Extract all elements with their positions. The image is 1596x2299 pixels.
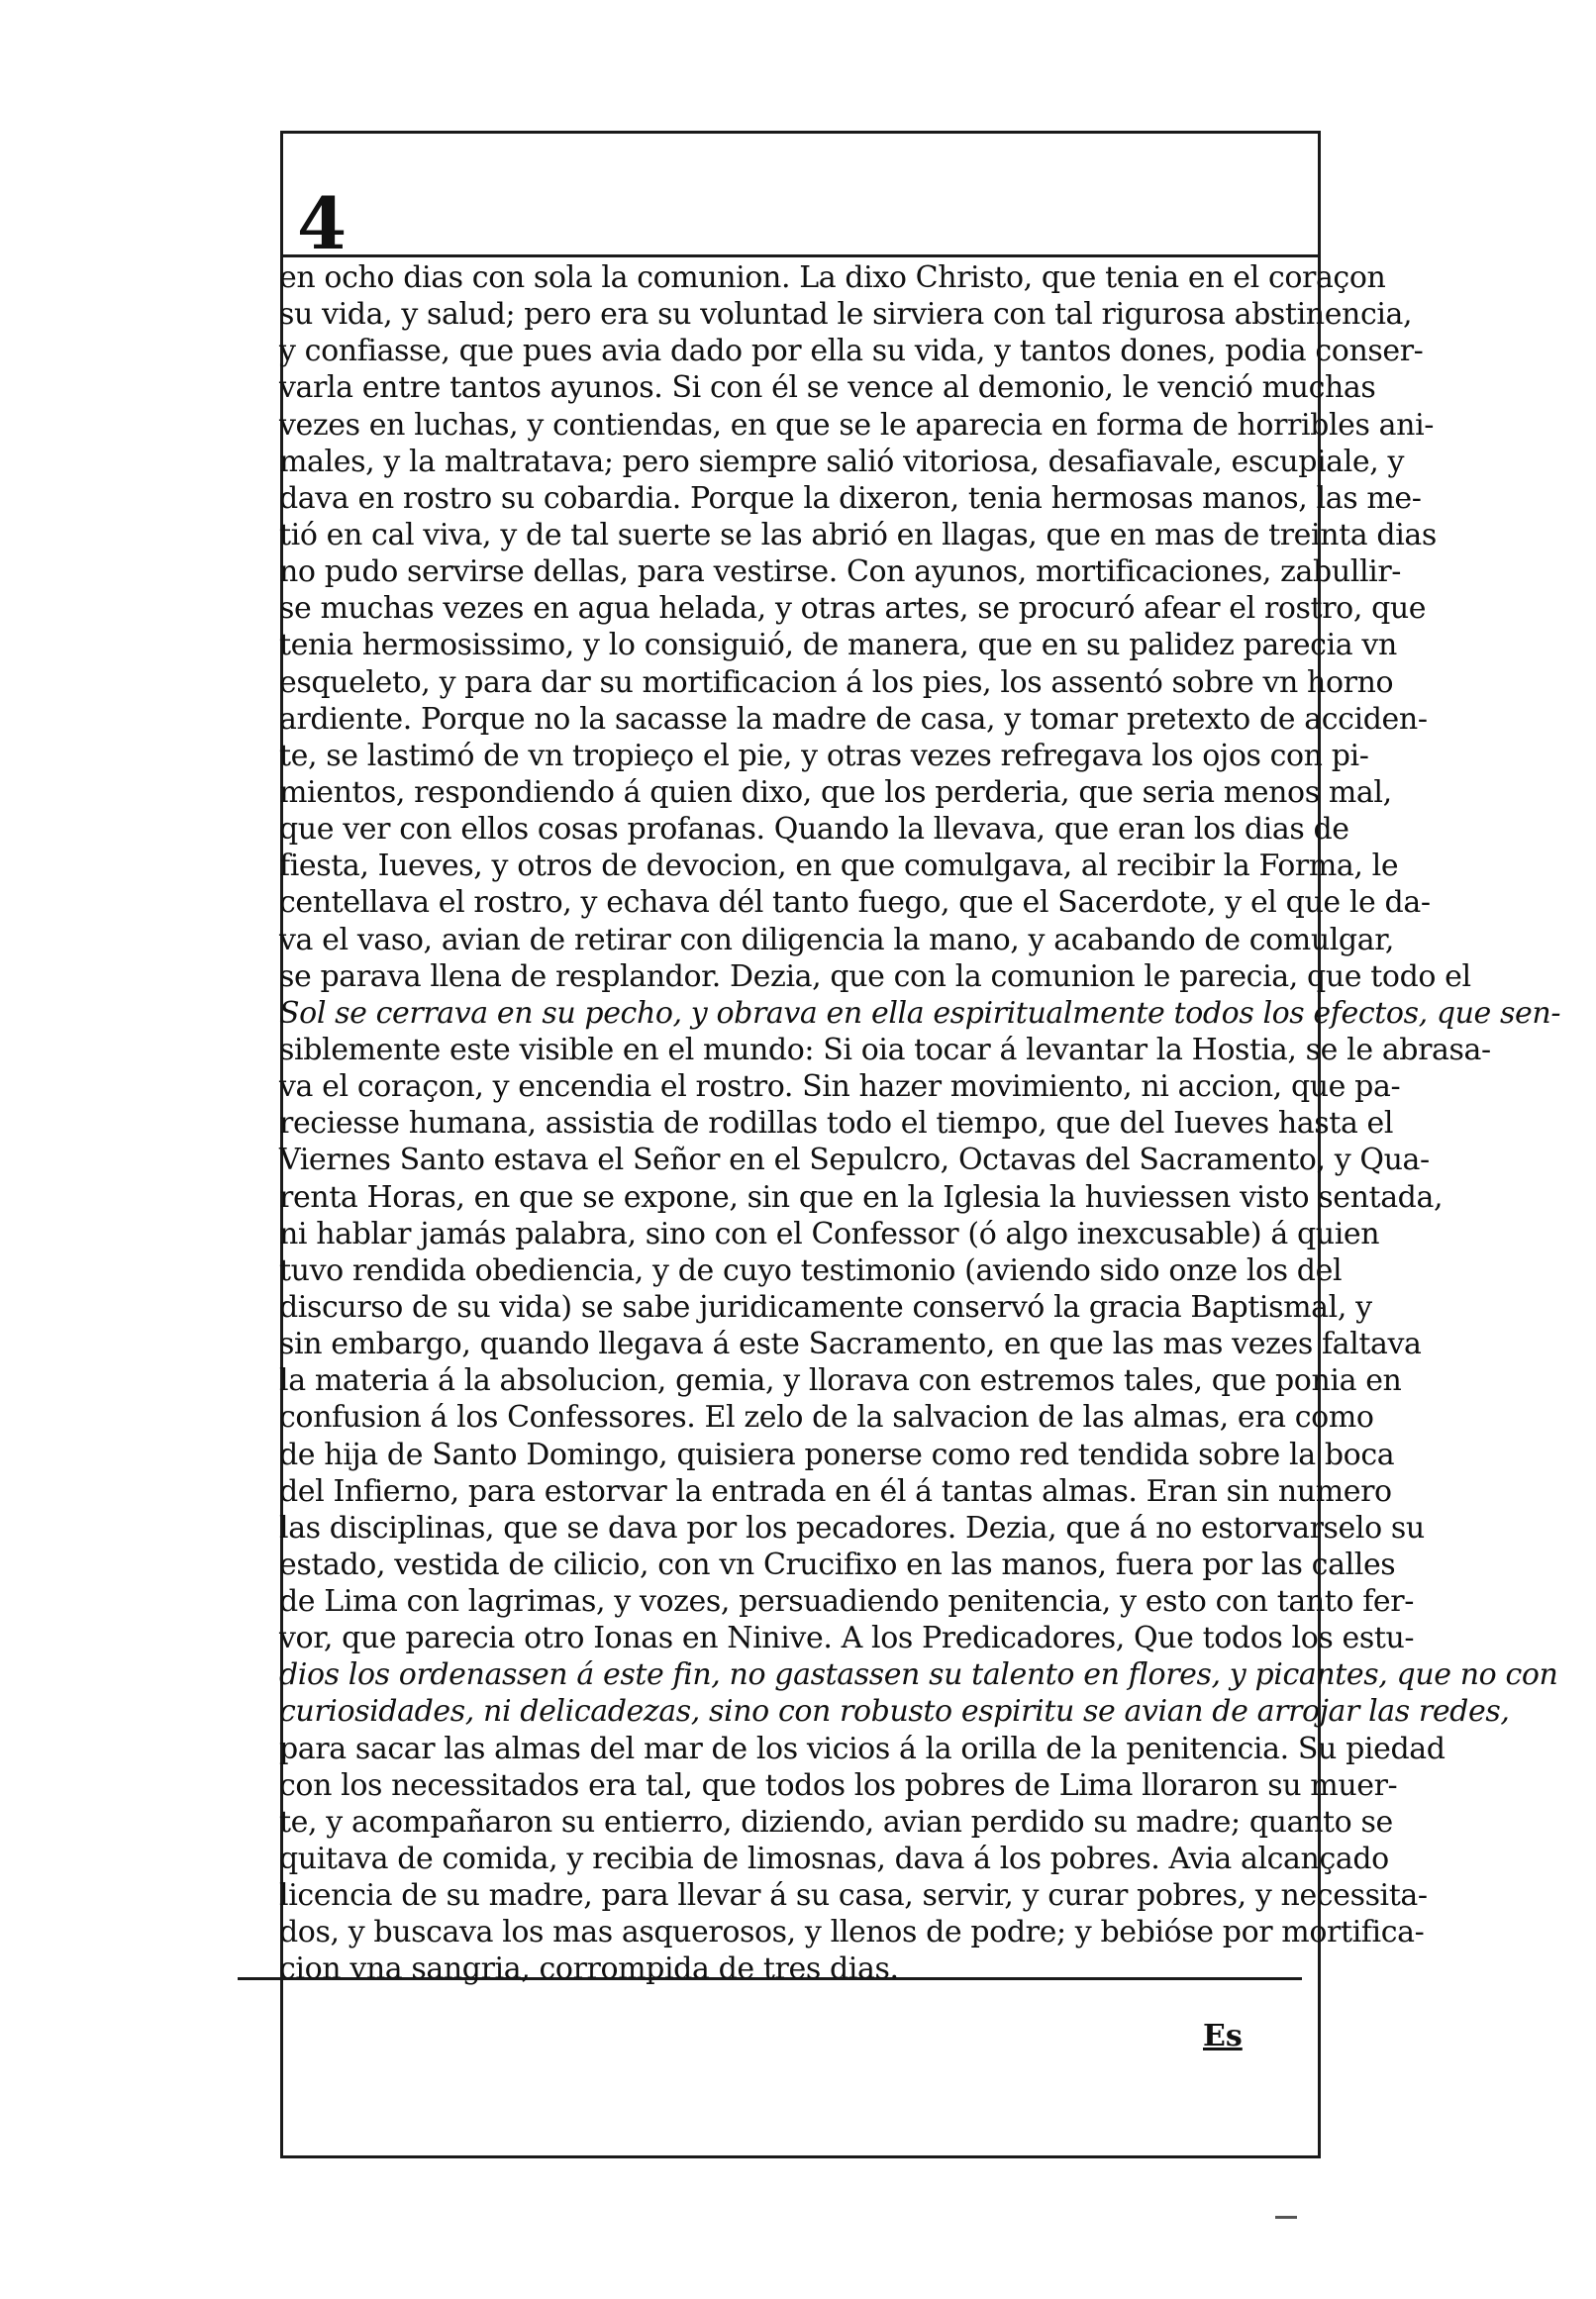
text-line: esqueleto, y para dar su mortificacion á los pies, los assentó sobre vn horno — [279, 664, 1394, 700]
text-line: con los necessitados era tal, que todos los pobres de Lima lloraron su muer- — [279, 1767, 1398, 1803]
corner-mark — [1275, 2216, 1297, 2219]
text-line: fiesta, Iueves, y otros de devocion, en que comulgava, al recibir la Forma, le — [279, 849, 1399, 884]
text-line: su vida, y salud; pero era su voluntad le sirviera con tal rigurosa abstinencia, — [279, 297, 1413, 333]
text-line: te, y acompañaron su entierro, diziendo, avian perdido su madre; quanto se — [279, 1804, 1393, 1840]
text-line: curiosidades, ni delicadezas, sino con robusto espiritu se avian de arrojar las redes, — [279, 1694, 1510, 1730]
text-line: reciesse humana, assistia de rodillas todo el tiempo, que del Iueves hasta el — [279, 1106, 1394, 1142]
text-line: no pudo servirse dellas, para vestirse. Con ayunos, mortificaciones, zabullir- — [279, 554, 1402, 590]
text-line: vor, que parecia otro Ionas en Ninive. A los Predicadores, Que todos los estu- — [279, 1621, 1415, 1656]
top-rule — [280, 131, 1318, 134]
text-line: quitava de comida, y recibia de limosnas, dava á los pobres. Avia alcançado — [279, 1842, 1389, 1877]
text-line: que ver con ellos cosas profanas. Quando la llevava, que eran los dias de — [279, 812, 1349, 848]
catchword: Es — [1203, 2019, 1243, 2053]
text-line: siblemente este visible en el mundo: Si oia tocar á levantar la Hostia, se le abrasa- — [279, 1032, 1491, 1067]
text-line: la materia á la absolucion, gemia, y llorava con estremos tales, que ponia en — [279, 1363, 1402, 1399]
text-line: va el coraçon, y encendia el rostro. Sin hazer movimiento, ni accion, que pa- — [279, 1069, 1401, 1105]
text-line: licencia de su madre, para llevar á su casa, servir, y curar pobres, y necessita- — [279, 1878, 1428, 1914]
text-line: cion vna sangria, corrompida de tres dias. — [279, 1951, 899, 1987]
text-line: Viernes Santo estava el Señor en el Sepulcro, Octavas del Sacramento, y Qua- — [279, 1143, 1430, 1178]
text-line: centellava el rostro, y echava dél tanto fuego, que el Sacerdote, y el que le da- — [279, 885, 1431, 921]
text-line: mientos, respondiendo á quien dixo, que los perderia, que seria menos mal, — [279, 774, 1392, 810]
text-line: dos, y buscava los mas asquerosos, y llenos de podre; y bebióse por mortifica- — [279, 1915, 1425, 1950]
text-line: y confiasse, que pues avia dado por ella su vida, y tantos dones, podia conser- — [279, 334, 1424, 369]
text-line: en ocho dias con sola la comunion. La dixo Christo, que tenia en el coraçon — [279, 260, 1386, 295]
text-line: males, y la maltratava; pero siempre salió vitoriosa, desafiavale, escupiale, y — [279, 444, 1405, 479]
text-line: sin embargo, quando llegava á este Sacramento, en que las mas vezes faltava — [279, 1327, 1422, 1362]
text-line: te, se lastimó de vn tropieço el pie, y otras vezes refregava los ojos con pi- — [279, 738, 1369, 773]
text-line: se parava llena de resplandor. Dezia, que con la comunion le parecia, que todo el — [279, 958, 1471, 994]
text-line: va el vaso, avian de retirar con diligencia la mano, y acabando de comulgar, — [279, 922, 1395, 957]
text-line: ni hablar jamás palabra, sino con el Confessor (ó algo inexcusable) á quien — [279, 1216, 1380, 1251]
text-line: confusion á los Confessores. El zelo de la salvacion de las almas, era como — [279, 1400, 1374, 1436]
text-line: tenia hermosissimo, y lo consiguió, de manera, que en su palidez parecia vn — [279, 628, 1397, 663]
text-line: de hija de Santo Domingo, quisiera ponerse como red tendida sobre la boca — [279, 1437, 1395, 1472]
text-line: se muchas vezes en agua helada, y otras artes, se procuró afear el rostro, que — [279, 591, 1427, 627]
text-line: discurso de su vida) se sabe juridicamente conservó la gracia Baptismal, y — [279, 1289, 1372, 1325]
body-text — [279, 259, 1561, 1987]
text-line: tió en cal viva, y de tal suerte se las abrió en llagas, que en mas de treinta dias — [279, 517, 1437, 552]
text-line: para sacar las almas del mar de los vicios á la orilla de la penitencia. Su piedad — [279, 1731, 1446, 1766]
text-line: dios los ordenassen á este fin, no gastassen su talento en flores, y picantes, que no con — [279, 1657, 1558, 1693]
text-line: de Lima con lagrimas, y vozes, persuadiendo penitencia, y esto con tanto fer- — [279, 1584, 1414, 1620]
text-line: estado, vestida de cilicio, con vn Crucifixo en las manos, fuera por las calles — [279, 1547, 1396, 1582]
text-line: las disciplinas, que se dava por los pecadores. Dezia, que á no estorvarselo su — [279, 1510, 1425, 1546]
text-line: Sol se cerrava en su pecho, y obrava en ella espiritualmente todos los efectos, que sen- — [279, 995, 1561, 1031]
text-line: varla entre tantos ayunos. Si con él se vence al demonio, le venció muchas — [279, 370, 1376, 406]
text-line: tuvo rendida obediencia, y de cuyo testimonio (aviendo sido onze los del — [279, 1252, 1343, 1288]
text-line: dava en rostro su cobardia. Porque la dixeron, tenia hermosas manos, las me- — [279, 480, 1422, 516]
text-line: del Infierno, para estorvar la entrada en él á tantas almas. Eran sin numero — [279, 1473, 1392, 1509]
text-line: vezes en luchas, y contiendas, en que se le aparecia en forma de horribles ani- — [279, 407, 1434, 443]
text-line: ardiente. Porque no la sacasse la madre de casa, y tomar pretexto de acciden- — [279, 701, 1428, 737]
page-number: 4 — [297, 181, 348, 265]
text-line: renta Horas, en que se expone, sin que en la Iglesia la huviessen visto sentada, — [279, 1179, 1444, 1215]
header-rule — [280, 254, 1318, 257]
